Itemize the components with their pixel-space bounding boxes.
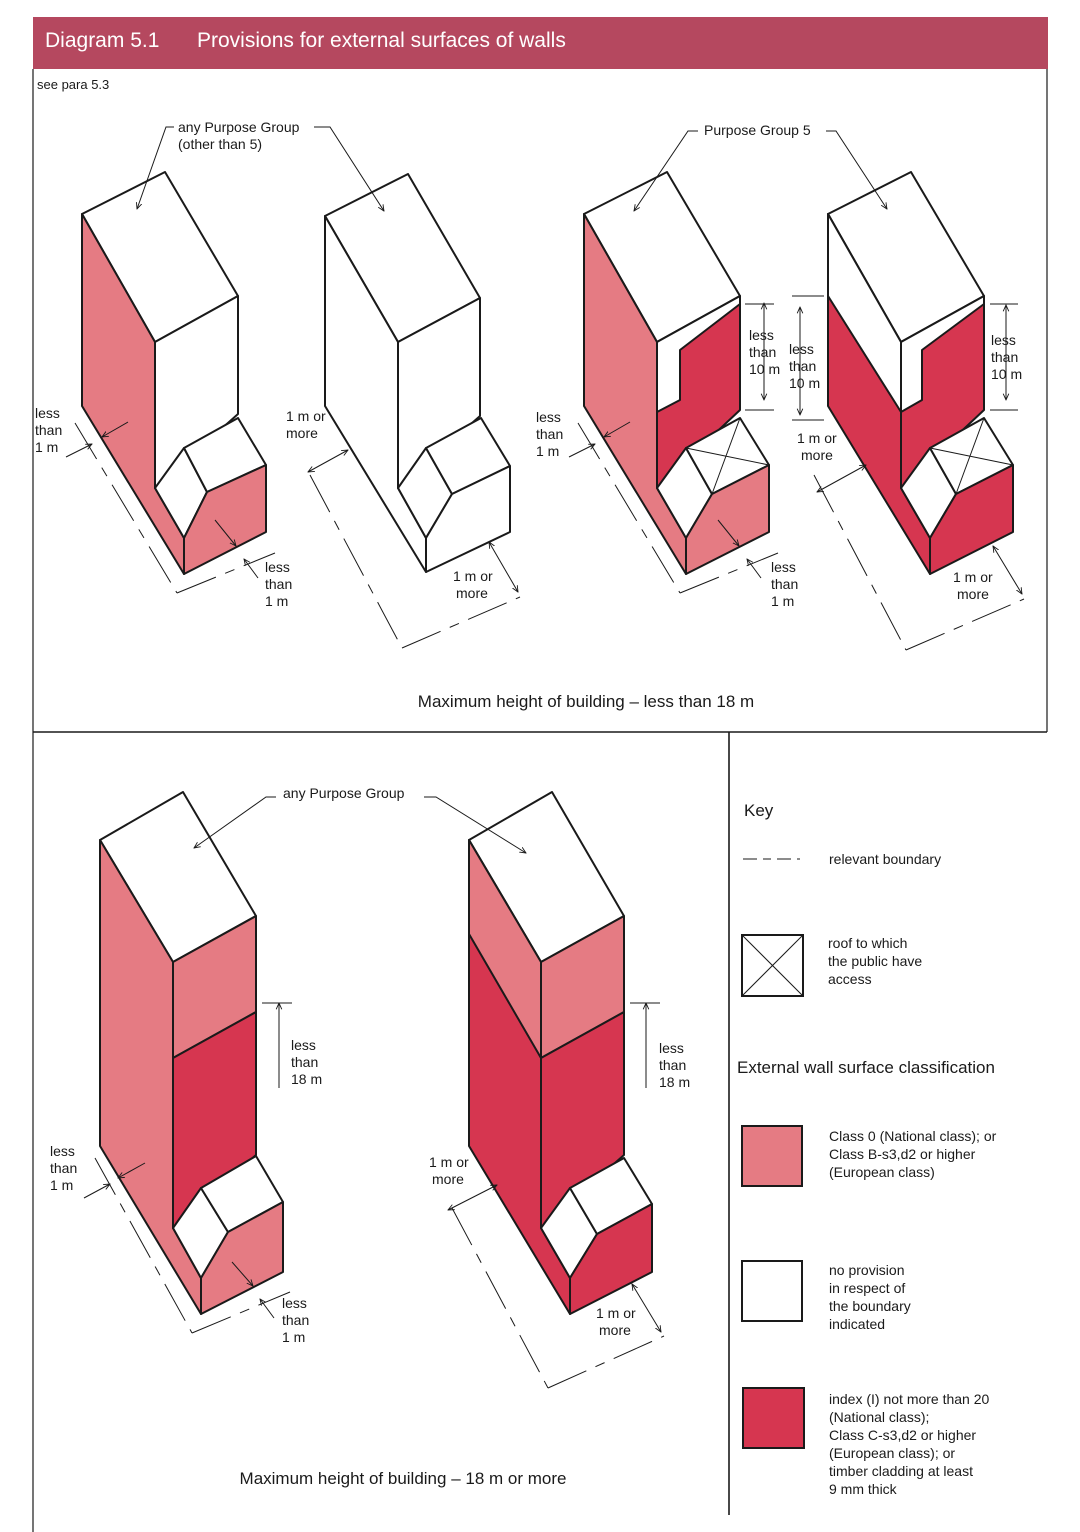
building-6	[469, 792, 652, 1314]
dim-b4-left: 1 m or more	[797, 430, 837, 463]
dim-b6-right: 1 m or more	[596, 1305, 636, 1338]
key-title: Key	[744, 801, 774, 820]
dim-b3-height: less than 10 m	[749, 327, 781, 377]
label-any-group-text: any Purpose Group	[283, 785, 405, 801]
key-boundary-text: relevant boundary	[829, 851, 942, 867]
key-index-text: index (I) not more than 20 (National class); Class C-s3,d2 or higher (European class); or timber cladding at least 9 mm thick	[829, 1391, 990, 1497]
building-2	[325, 174, 510, 572]
dim-b4-height-right: less than 10 m	[991, 332, 1023, 382]
building-3	[584, 172, 769, 574]
key-roof-text: roof to which the public have access	[828, 935, 923, 987]
key-class0-swatch	[742, 1126, 802, 1186]
dim-b1-left: less than 1 m	[35, 405, 63, 455]
dim-b6-left: 1 m or more	[429, 1154, 469, 1187]
dim-b2-right: 1 m or more	[453, 568, 493, 601]
building-4	[828, 172, 1013, 574]
key-classification-title: External wall surface classification	[737, 1058, 995, 1077]
dim-b5-height: less than 18 m	[291, 1037, 323, 1087]
dim-b2-left: 1 m or more	[286, 408, 326, 441]
label-group5-text: Purpose Group 5	[704, 122, 811, 138]
dim-b5-left: less than 1 m	[50, 1143, 78, 1193]
key-noprov-swatch	[742, 1261, 802, 1321]
building-1	[82, 172, 266, 574]
dim-b3-right: less than 1 m	[771, 559, 799, 609]
key-roof-symbol	[742, 935, 803, 996]
key-index-swatch	[743, 1388, 804, 1448]
dim-b1-right: less than 1 m	[265, 559, 293, 609]
dim-b4-right: 1 m or more	[953, 569, 993, 602]
key-class0-text: Class 0 (National class); or Class B-s3,d2 or higher (European class)	[829, 1128, 997, 1180]
dim-b3-left: less than 1 m	[536, 409, 564, 459]
label-any-group-other-text: any Purpose Group (other than 5)	[178, 119, 300, 152]
dim-b4-height-left: less than 10 m	[789, 341, 821, 391]
diagram-number: Diagram 5.1	[45, 29, 160, 52]
diagram-title: Provisions for external surfaces of walls	[197, 29, 566, 52]
building-5	[100, 792, 283, 1314]
caption-top: Maximum height of building – less than 18 m	[417, 692, 755, 711]
reference-text: see para 5.3	[37, 77, 110, 92]
dim-b6-height: less than 18 m	[659, 1040, 691, 1090]
dim-b5-right: less than 1 m	[282, 1295, 310, 1345]
key-noprov-text: no provision in respect of the boundary indicated	[829, 1262, 911, 1332]
caption-bottom: Maximum height of building – 18 m or more	[239, 1469, 567, 1488]
